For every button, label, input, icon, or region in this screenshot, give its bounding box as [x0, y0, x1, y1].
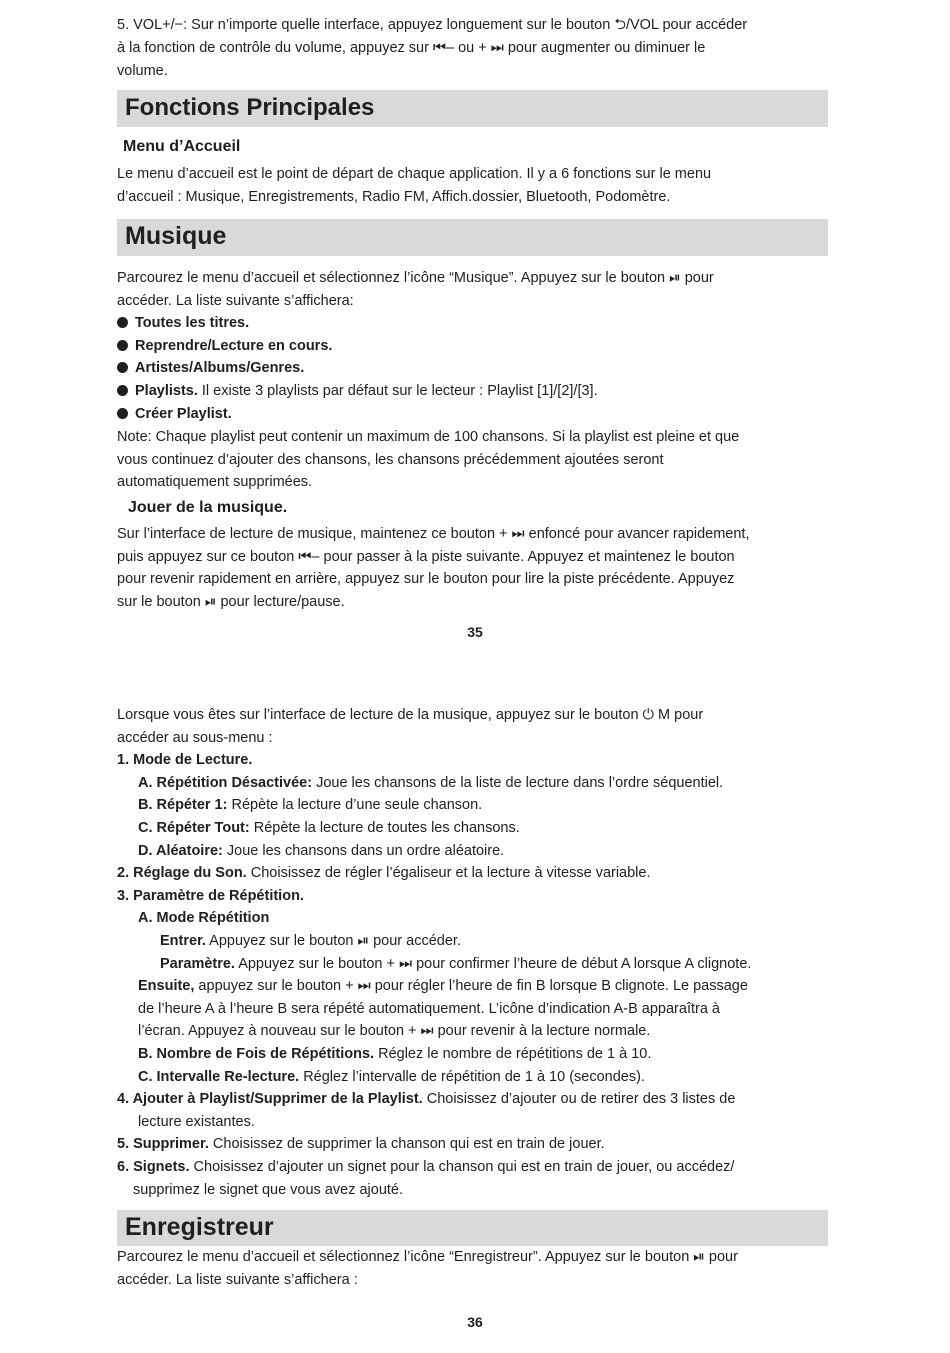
ensuite-line-1: Ensuite, appuyez sur le bouton + ⏭ pour régler l’heure de fin B lorsque B clignote. Le passage: [138, 978, 748, 994]
menu-item-2: 2. Réglage du Son. Choisissez de régler l’égaliseur et la lecture à vitesse variable.: [117, 865, 651, 881]
section-header-enregistreur: [117, 1210, 828, 1246]
jouer-paragraph-line-3: pour revenir rapidement en arrière, appuyez sur le bouton pour lire la piste précédente. Appuyez: [117, 571, 735, 587]
section-title-enregistreur: Enregistreur: [125, 1213, 274, 1241]
vol-paragraph-line-2: à la fonction de contrôle du volume, appuyez sur ⏮– ou + ⏭ pour augmenter ou diminuer le: [117, 40, 706, 56]
menu-item-4-line-2: lecture existantes.: [138, 1114, 255, 1130]
menu-item-4: 4. Ajouter à Playlist/Supprimer de la Playlist. Choisissez d’ajouter ou de retirer des 3 listes de: [117, 1091, 736, 1107]
menu-paragraph-line-1: Le menu d’accueil est le point de départ de chaque application. Il y a 6 fonctions sur le menu: [117, 166, 712, 182]
ensuite-line-2: de l’heure A à l’heure B sera répété automatiquement. L’icône d’indication A-B apparaîtra à: [138, 1001, 720, 1017]
bullet-dot-icon: [117, 408, 128, 419]
page-number: 35: [467, 624, 483, 640]
bullet-item: Artistes/Albums/Genres.: [117, 357, 304, 380]
menu-item-1: 1. Mode de Lecture.: [117, 752, 253, 768]
section-title-musique: Musique: [125, 222, 227, 250]
menu-paragraph-line-2: d’accueil : Musique, Enregistrements, Radio FM, Affich.dossier, Bluetooth, Podomètre.: [117, 189, 671, 205]
menu-item-5: 5. Supprimer. Choisissez de supprimer la chanson qui est en train de jouer.: [117, 1136, 605, 1152]
jouer-paragraph-line-2: puis appuyez sur ce bouton ⏮– pour passer à la piste suivante. Appuyez et maintenez le bouton: [117, 549, 735, 565]
bullet-item: Créer Playlist.: [117, 403, 232, 426]
bullet-dot-icon: [117, 385, 128, 396]
section-header-musique: [117, 219, 828, 256]
menu-item-1b: B. Répéter 1: Répète la lecture d’une seule chanson.: [138, 797, 483, 813]
musique-paragraph-line-1: Parcourez le menu d’accueil et sélectionnez l’icône “Musique”. Appuyez sur le bouton ⏯ pour: [117, 270, 714, 286]
bullet-dot-icon: [117, 362, 128, 373]
enregistreur-line-2: accéder. La liste suivante s’affichera :: [117, 1272, 358, 1288]
subheading-jouer: Jouer de la musique.: [128, 499, 288, 516]
bullet-dot-icon: [117, 340, 128, 351]
ensuite-line-3: l’écran. Appuyez à nouveau sur le bouton + ⏭ pour revenir à la lecture normale.: [138, 1023, 651, 1039]
jouer-paragraph-line-1: Sur l’interface de lecture de musique, maintenez ce bouton + ⏭ enfoncé pour avancer rapidement,: [117, 526, 750, 542]
menu-item-3: 3. Paramètre de Répétition.: [117, 888, 304, 904]
menu-item-3b: B. Nombre de Fois de Répétitions. Réglez le nombre de répétitions de 1 à 10.: [138, 1046, 652, 1062]
menu-item-6: 6. Signets. Choisissez d’ajouter un signet pour la chanson qui est en train de jouer, ou accédez/: [117, 1159, 735, 1175]
menu-item-1d: D. Aléatoire: Joue les chansons dans un ordre aléatoire.: [138, 843, 505, 859]
section-title-fonctions: Fonctions Principales: [125, 94, 375, 121]
bullet-dot-icon: [117, 317, 128, 328]
note-line-3: automatiquement supprimées.: [117, 474, 313, 490]
bullet-item: Toutes les titres.: [117, 312, 249, 335]
menu-item-1a: A. Répétition Désactivée: Joue les chansons de la liste de lecture dans l’ordre séquentiel.: [138, 775, 724, 791]
menu-item-6-line-2: supprimez le signet que vous avez ajouté.: [133, 1182, 404, 1198]
menu-item-1c: C. Répéter Tout: Répète la lecture de toutes les chansons.: [138, 820, 520, 836]
note-line-1: Note: Chaque playlist peut contenir un maximum de 100 chansons. Si la playlist est pleine et que: [117, 429, 740, 445]
bullet-item: Reprendre/Lecture en cours.: [117, 335, 332, 358]
entrer-line: Entrer. Appuyez sur le bouton ⏯ pour accéder.: [160, 933, 461, 949]
page-number: 36: [467, 1314, 483, 1330]
note-line-2: vous continuez d’ajouter des chansons, les chansons précédemment ajoutées seront: [117, 452, 664, 468]
menu-item-3a: A. Mode Répétition: [138, 910, 270, 926]
bullet-item: Playlists. Il existe 3 playlists par défaut sur le lecteur : Playlist [1]/[2]/[3].: [117, 380, 598, 403]
enregistreur-line-1: Parcourez le menu d’accueil et sélectionnez l’icône “Enregistreur”. Appuyez sur le bouton ⏯ pour: [117, 1249, 738, 1265]
jouer-paragraph-line-4: sur le bouton ⏯ pour lecture/pause.: [117, 594, 345, 610]
section-header-fonctions: [117, 90, 828, 127]
intro-line-2: accéder au sous-menu :: [117, 730, 273, 746]
vol-paragraph-line-1: 5. VOL+/−: Sur n’importe quelle interface, appuyez longuement sur le bouton ⮌/VOL pour accéder: [117, 17, 748, 33]
menu-item-3c: C. Intervalle Re-lecture. Réglez l’intervalle de répétition de 1 à 10 (secondes).: [138, 1069, 645, 1085]
vol-paragraph-line-3: volume.: [117, 63, 168, 79]
musique-paragraph-line-2: accéder. La liste suivante s’affichera:: [117, 293, 354, 309]
subheading-menu-accueil: Menu d’Accueil: [123, 138, 241, 155]
intro-line-1: Lorsque vous êtes sur l’interface de lecture de la musique, appuyez sur le bouton ⏻ M pour: [117, 707, 704, 723]
parametre-line: Paramètre. Appuyez sur le bouton + ⏭ pour confirmer l’heure de début A lorsque A clignote.: [160, 956, 752, 972]
